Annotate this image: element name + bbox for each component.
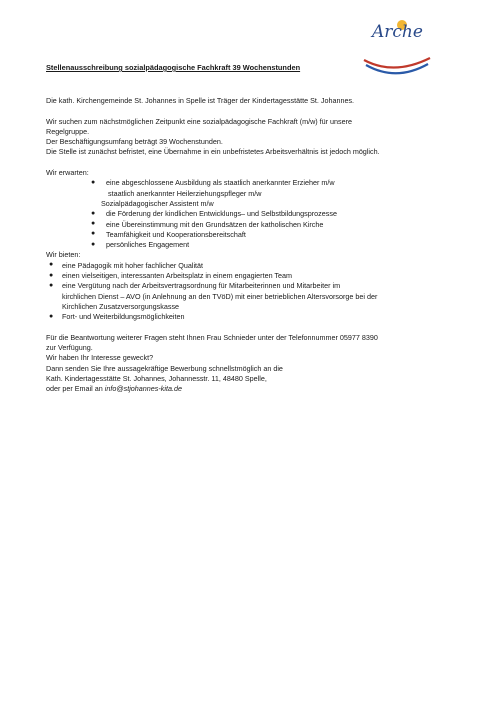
contact-line-5: Kath. Kindertagesstätte St. Johannes, Johannesstr. 11, 48480 Spelle,: [46, 374, 267, 384]
page-title: Stellenausschreibung sozialpädagogische Fachkraft 39 Wochenstunden: [46, 63, 301, 72]
bullet-icon: ●: [91, 230, 96, 238]
bullet-icon: ●: [91, 240, 96, 248]
document-body: [46, 96, 466, 395]
contact-line-3: Wir haben Ihr Interesse geweckt?: [46, 353, 154, 363]
bullet-icon: ●: [91, 209, 96, 217]
list-item: ● eine Übereinstimmung mit den Grundsätzen der katholischen Kirche: [91, 219, 324, 229]
expect-heading: Wir erwarten:: [46, 168, 89, 178]
search-line-4: Die Stelle ist zunächst befristet, eine Übernahme in ein unbefristetes Arbeitsverhältnis ist jedoch möglich.: [46, 147, 380, 157]
contact-line-6: [46, 384, 466, 394]
list-item: ● Fort- und Weiterbildungsmöglichkeiten: [49, 312, 185, 322]
list-item: ● eine Vergütung nach der Arbeitsvertragsordnung für Mitarbeiterinnen und Mitarbeiter im kirchlichen Dienst – AVO (in Anlehnung an den TVöD) mit einer betrieblichen Altersvorsorge bei der Kirchlichen Zusatzversorgungskasse: [49, 281, 378, 311]
logo-wordmark: Arche: [372, 22, 423, 42]
bullet-icon: ●: [49, 261, 54, 269]
list-item: ● die Förderung der kindlichen Entwicklungs– und Selbstbildungsprozesse: [91, 209, 337, 219]
list-item: ● Teamfähigkeit und Kooperationsbereitschaft: [91, 229, 246, 239]
bullet-icon: ●: [91, 220, 96, 228]
email-link[interactable]: info@stjohannes-kita.de: [104, 384, 182, 394]
search-line-3: Der Beschäftigungsumfang beträgt 39 Wochenstunden.: [46, 137, 223, 147]
offer-list: [46, 261, 466, 323]
expect-list: [46, 178, 466, 250]
intro-text: Die kath. Kirchengemeinde St. Johannes in Spelle ist Träger der Kindertagesstätte St. Johannes.: [46, 96, 355, 105]
search-line-1: Wir suchen zum nächstmöglichen Zeitpunkt eine sozialpädagogische Fachkraft (m/w) für unsere: [46, 116, 353, 126]
bullet-icon: ●: [49, 281, 54, 289]
bullet-icon: ●: [91, 178, 96, 186]
bullet-icon: ●: [49, 312, 54, 320]
contact-line-4: Dann senden Sie Ihre aussagekräftige Bewerbung schnellstmöglich an die: [46, 363, 283, 373]
list-item: ● eine Pädagogik mit hoher fachlicher Qualität: [49, 260, 204, 270]
bullet-icon: ●: [49, 271, 54, 279]
list-item: ● einen vielseitigen, interessanten Arbeitsplatz in einem engagierten Team: [49, 271, 293, 281]
offer-heading: Wir bieten:: [46, 250, 81, 260]
contact-line-2: zur Verfügung.: [46, 343, 93, 353]
list-item: ● eine abgeschlossene Ausbildung als staatlich anerkannter Erzieher m/w staatlich anerkannter Heilerziehungspfleger m/w Sozialpädagogischer Assistent m/w: [91, 178, 335, 208]
contact-line-1: Für die Beantwortung weiterer Fragen steht Ihnen Frau Schnieder unter der Telefonnummer 05977 8390: [46, 332, 378, 342]
email-prefix: oder per Email an: [46, 384, 105, 394]
search-line-2: Regelgruppe.: [46, 126, 90, 136]
list-item: ● persönliches Engagement: [91, 240, 190, 250]
